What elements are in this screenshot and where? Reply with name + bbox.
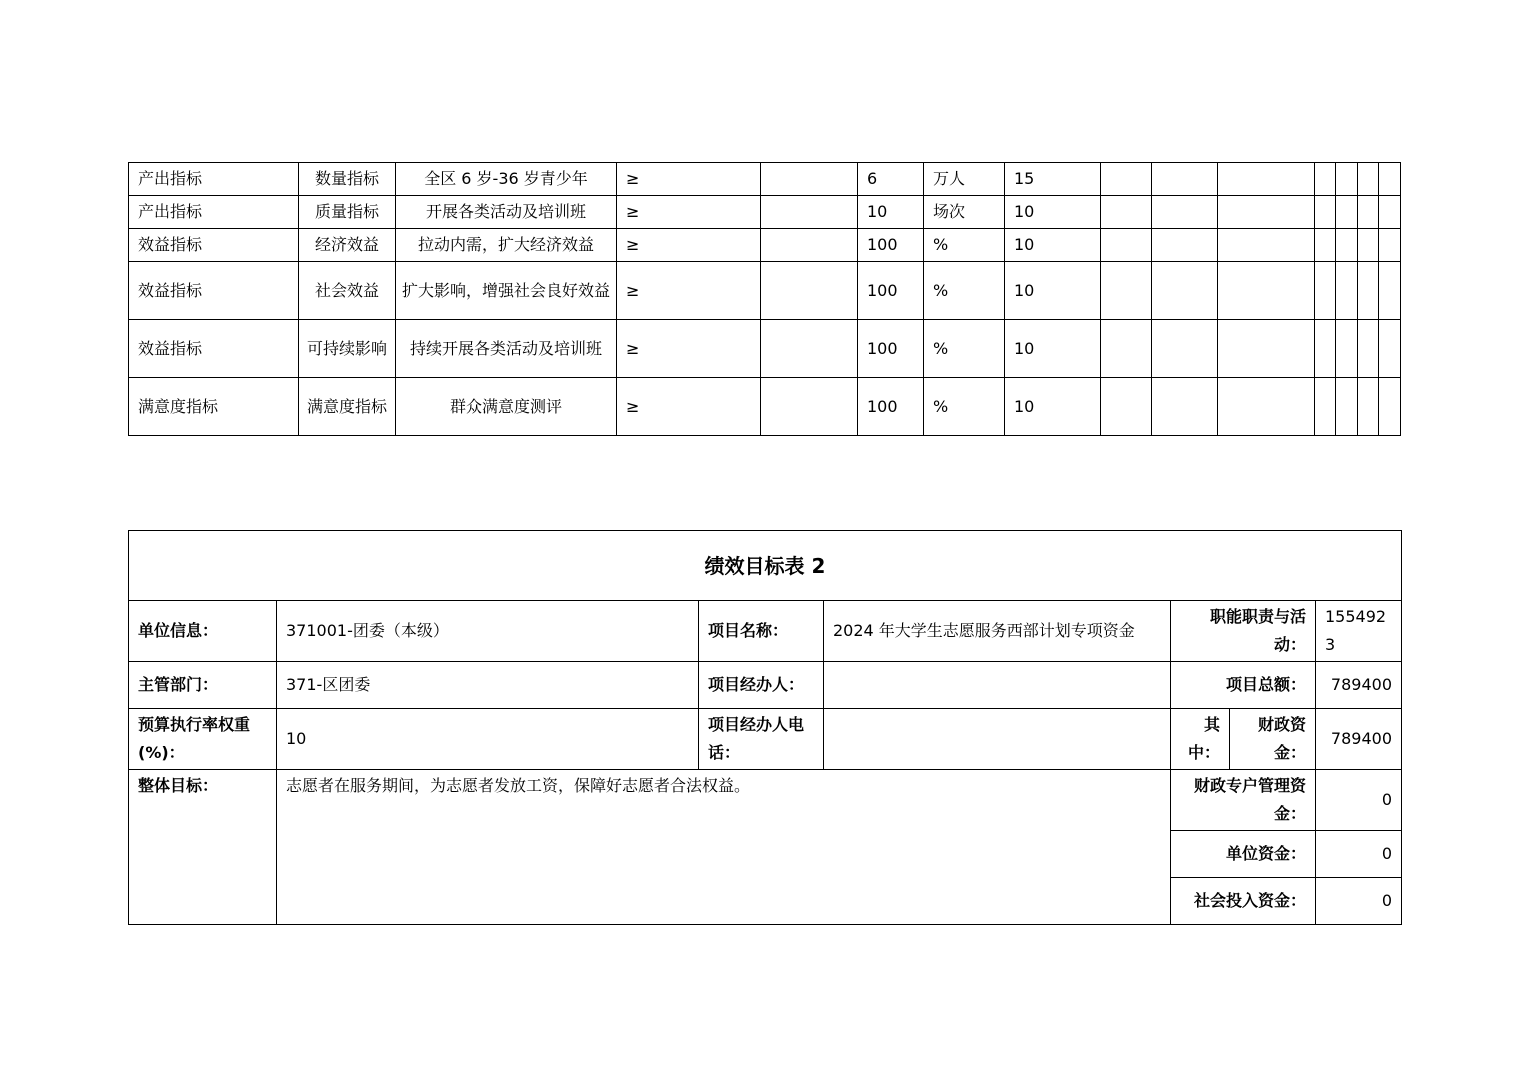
- manager-phone-value: [824, 709, 1171, 770]
- weight-cell: 10: [1005, 378, 1101, 436]
- table-row: [129, 229, 1401, 262]
- empty-cell: [1379, 320, 1401, 378]
- unit-fund-label: 单位资金：: [1171, 831, 1316, 878]
- empty-cell: [1152, 229, 1218, 262]
- total-amount-value: 789400: [1316, 662, 1402, 709]
- level1-indicator-cell: 效益指标: [129, 229, 299, 262]
- empty-cell: [761, 229, 858, 262]
- level2-indicator-cell: 经济效益: [299, 229, 396, 262]
- weight-cell: 10: [1005, 262, 1101, 320]
- total-amount-label: 项目总额：: [1171, 662, 1316, 709]
- table-row: [129, 163, 1401, 196]
- level1-indicator-cell: 效益指标: [129, 262, 299, 320]
- project-name-label: 项目名称：: [699, 601, 824, 662]
- level1-indicator-cell: 产出指标: [129, 196, 299, 229]
- operator-cell: ≥: [617, 163, 761, 196]
- performance-indicator-table: [128, 162, 1401, 436]
- weight-cell: 10: [1005, 229, 1101, 262]
- unit-cell: %: [924, 378, 1005, 436]
- empty-cell: [1315, 196, 1336, 229]
- empty-cell: [1315, 320, 1336, 378]
- unit-cell: 场次: [924, 196, 1005, 229]
- level2-indicator-cell: 质量指标: [299, 196, 396, 229]
- empty-cell: [1101, 229, 1152, 262]
- social-fund-value: 0: [1316, 878, 1402, 925]
- unit-info-label: 单位信息：: [129, 601, 277, 662]
- empty-cell: [1152, 196, 1218, 229]
- empty-cell: [1218, 229, 1315, 262]
- operator-cell: ≥: [617, 196, 761, 229]
- level2-indicator-cell: 数量指标: [299, 163, 396, 196]
- level1-indicator-cell: 产出指标: [129, 163, 299, 196]
- empty-cell: [1315, 229, 1336, 262]
- function-value: 1554923: [1316, 601, 1402, 662]
- performance-goal-table: [128, 530, 1402, 925]
- empty-cell: [1152, 320, 1218, 378]
- empty-cell: [1379, 262, 1401, 320]
- empty-cell: [761, 378, 858, 436]
- unit-cell: %: [924, 320, 1005, 378]
- unit-info-value: 371001-团委（本级）: [277, 601, 699, 662]
- dept-label: 主管部门：: [129, 662, 277, 709]
- table-row: [129, 378, 1401, 436]
- empty-cell: [1358, 320, 1379, 378]
- indicator-name-cell: 开展各类活动及培训班: [396, 196, 617, 229]
- empty-cell: [1336, 229, 1358, 262]
- unit-cell: %: [924, 262, 1005, 320]
- unit-fund-value: 0: [1316, 831, 1402, 878]
- target-value-cell: 100: [858, 378, 924, 436]
- empty-cell: [761, 163, 858, 196]
- unit-cell: 万人: [924, 163, 1005, 196]
- unit-cell: %: [924, 229, 1005, 262]
- empty-cell: [1315, 163, 1336, 196]
- budget-weight-value: 10: [277, 709, 699, 770]
- level1-indicator-cell: 满意度指标: [129, 378, 299, 436]
- target-value-cell: 10: [858, 196, 924, 229]
- target-value-cell: 100: [858, 320, 924, 378]
- indicator-name-cell: 全区 6 岁-36 岁青少年: [396, 163, 617, 196]
- empty-cell: [1358, 378, 1379, 436]
- empty-cell: [1218, 378, 1315, 436]
- special-fund-value: 0: [1316, 770, 1402, 831]
- overall-goal-label: 整体目标：: [129, 770, 277, 925]
- target-value-cell: 100: [858, 229, 924, 262]
- empty-cell: [1218, 163, 1315, 196]
- empty-cell: [1336, 163, 1358, 196]
- empty-cell: [1218, 196, 1315, 229]
- level2-indicator-cell: 社会效益: [299, 262, 396, 320]
- function-label: 职能职责与活动：: [1171, 601, 1316, 662]
- empty-cell: [761, 262, 858, 320]
- indicator-name-cell: 群众满意度测评: [396, 378, 617, 436]
- weight-cell: 10: [1005, 196, 1101, 229]
- empty-cell: [1101, 320, 1152, 378]
- among-label: 其中：: [1171, 709, 1230, 770]
- empty-cell: [1315, 262, 1336, 320]
- level1-indicator-cell: 效益指标: [129, 320, 299, 378]
- operator-cell: ≥: [617, 262, 761, 320]
- empty-cell: [1152, 163, 1218, 196]
- empty-cell: [1101, 196, 1152, 229]
- manager-label: 项目经办人：: [699, 662, 824, 709]
- level2-indicator-cell: 满意度指标: [299, 378, 396, 436]
- empty-cell: [1152, 378, 1218, 436]
- project-name-value: 2024 年大学生志愿服务西部计划专项资金: [824, 601, 1171, 662]
- empty-cell: [1358, 262, 1379, 320]
- empty-cell: [1101, 163, 1152, 196]
- empty-cell: [1336, 320, 1358, 378]
- empty-cell: [1379, 229, 1401, 262]
- empty-cell: [1358, 163, 1379, 196]
- overall-goal-value: 志愿者在服务期间，为志愿者发放工资，保障好志愿者合法权益。: [277, 770, 1171, 925]
- social-fund-label: 社会投入资金：: [1171, 878, 1316, 925]
- fiscal-fund-label: 财政资金：: [1230, 709, 1316, 770]
- table-row: [129, 262, 1401, 320]
- table-row: [129, 196, 1401, 229]
- manager-value: [824, 662, 1171, 709]
- empty-cell: [761, 196, 858, 229]
- weight-cell: 10: [1005, 320, 1101, 378]
- empty-cell: [1379, 378, 1401, 436]
- indicator-name-cell: 持续开展各类活动及培训班: [396, 320, 617, 378]
- empty-cell: [1315, 378, 1336, 436]
- budget-weight-label: 预算执行率权重(%)：: [129, 709, 277, 770]
- dept-value: 371-区团委: [277, 662, 699, 709]
- empty-cell: [1379, 163, 1401, 196]
- operator-cell: ≥: [617, 378, 761, 436]
- empty-cell: [1336, 196, 1358, 229]
- table-row: [129, 320, 1401, 378]
- empty-cell: [1358, 196, 1379, 229]
- empty-cell: [1336, 378, 1358, 436]
- empty-cell: [1101, 378, 1152, 436]
- empty-cell: [1379, 196, 1401, 229]
- indicator-name-cell: 拉动内需，扩大经济效益: [396, 229, 617, 262]
- target-value-cell: 100: [858, 262, 924, 320]
- special-fund-label: 财政专户管理资金：: [1171, 770, 1316, 831]
- table-title: 绩效目标表 2: [129, 531, 1402, 601]
- weight-cell: 15: [1005, 163, 1101, 196]
- level2-indicator-cell: 可持续影响: [299, 320, 396, 378]
- indicator-name-cell: 扩大影响，增强社会良好效益: [396, 262, 617, 320]
- empty-cell: [1358, 229, 1379, 262]
- empty-cell: [1218, 320, 1315, 378]
- manager-phone-label: 项目经办人电话：: [699, 709, 824, 770]
- empty-cell: [761, 320, 858, 378]
- operator-cell: ≥: [617, 229, 761, 262]
- operator-cell: ≥: [617, 320, 761, 378]
- empty-cell: [1152, 262, 1218, 320]
- empty-cell: [1218, 262, 1315, 320]
- fiscal-fund-value: 789400: [1316, 709, 1402, 770]
- target-value-cell: 6: [858, 163, 924, 196]
- empty-cell: [1101, 262, 1152, 320]
- empty-cell: [1336, 262, 1358, 320]
